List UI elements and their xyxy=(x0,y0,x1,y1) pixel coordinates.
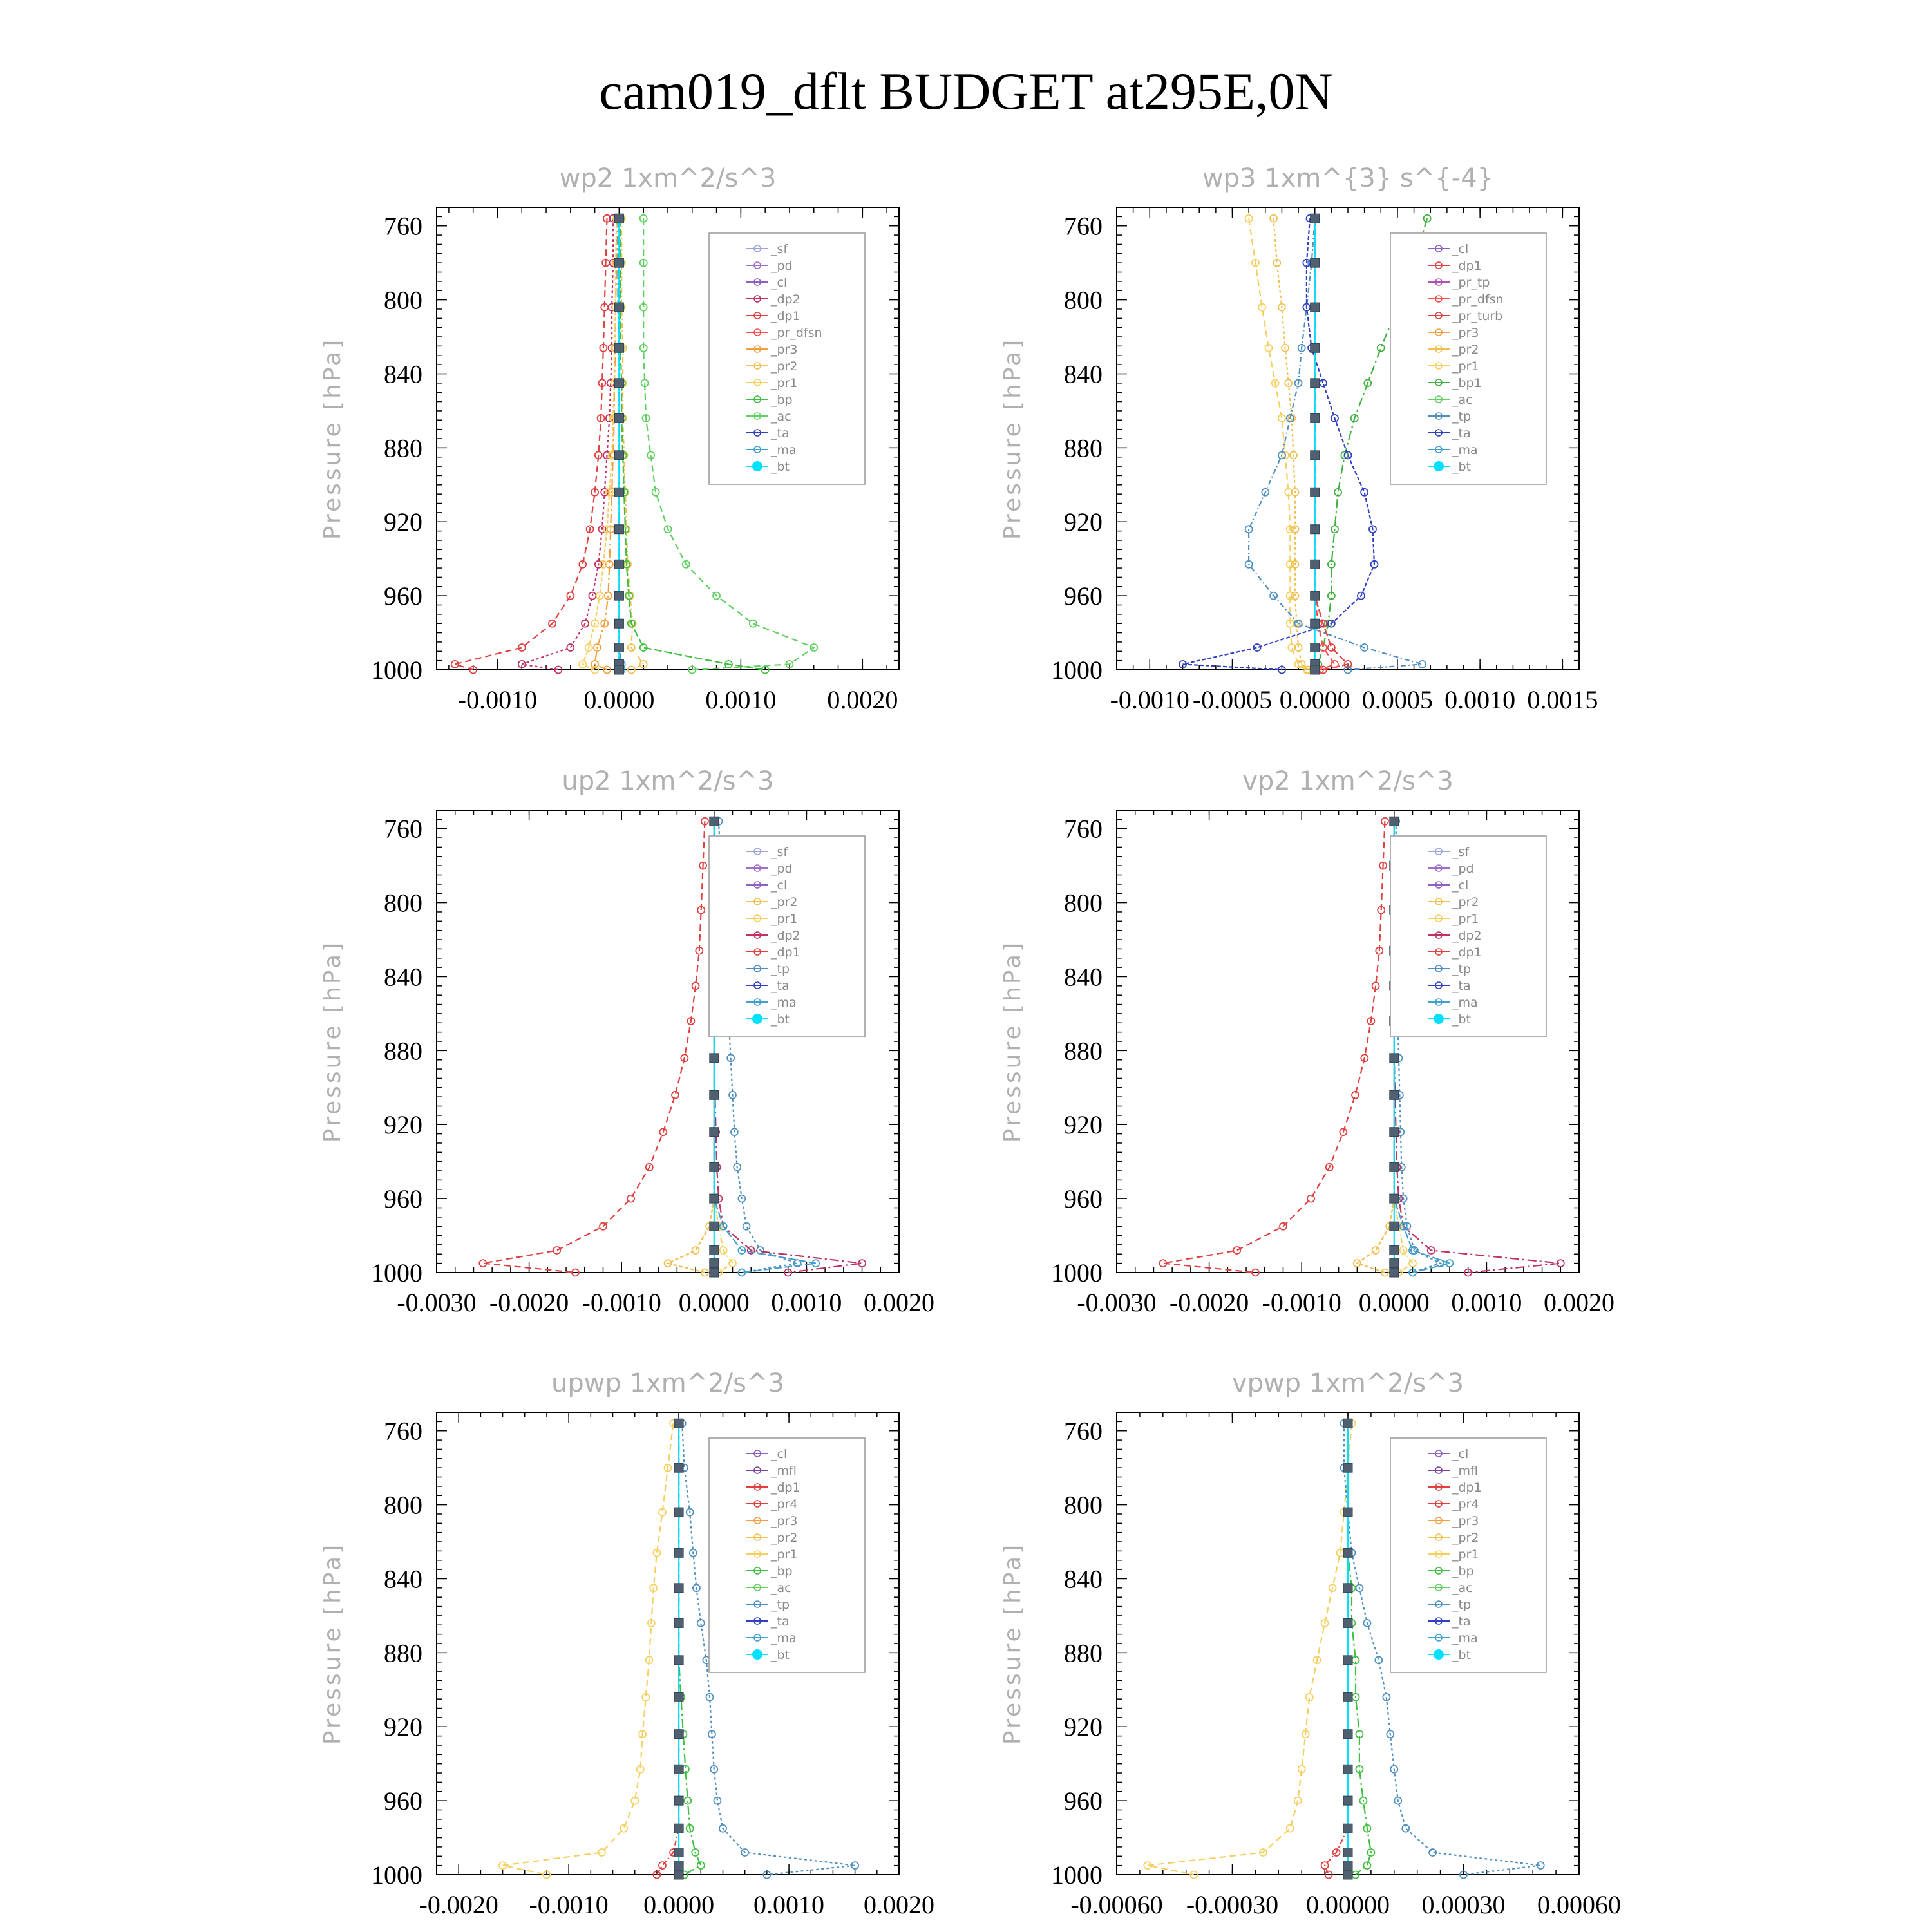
data-point_bt xyxy=(1343,1692,1352,1701)
series-line_ta xyxy=(1183,218,1374,670)
legend-label: _bt xyxy=(771,1648,790,1662)
legend-label: _bt xyxy=(1452,1648,1472,1662)
data-point_bt xyxy=(1311,643,1320,652)
legend-label: _pr_turb xyxy=(1452,309,1503,323)
y-axis-label: Pressure [hPa] xyxy=(999,940,1026,1143)
y-axis-label: Pressure [hPa] xyxy=(319,940,346,1143)
data-point_bt xyxy=(674,1870,683,1879)
legend-label: _pr_dfsn xyxy=(771,326,822,340)
y-tick-label: 960 xyxy=(384,1786,422,1816)
data-point_bt xyxy=(710,1054,719,1063)
data-point_bt xyxy=(710,1194,719,1203)
data-point_bt xyxy=(614,591,623,600)
y-tick-label: 960 xyxy=(1064,582,1103,611)
x-tick-label: 0.00000 xyxy=(1306,1890,1390,1919)
x-tick-label: 0.0000 xyxy=(643,1890,715,1919)
data-point_bt xyxy=(1343,1861,1352,1870)
data-point_bt xyxy=(674,1656,683,1665)
legend-label: _ac xyxy=(771,410,791,424)
series-line_pr1 xyxy=(503,1423,674,1875)
series-line_dp1 xyxy=(455,218,607,670)
data-point_bt xyxy=(674,1508,683,1517)
data-point_bt xyxy=(614,451,623,460)
data-point_bt xyxy=(710,1162,719,1171)
series-line_pr1 xyxy=(1148,1423,1352,1875)
y-tick-label: 800 xyxy=(1064,1490,1103,1520)
data-point_pr2 xyxy=(692,1247,699,1254)
x-tick-label: -0.0020 xyxy=(1169,1288,1249,1317)
legend-label: _sf xyxy=(1452,845,1470,859)
data-point_bt xyxy=(1390,1162,1399,1171)
x-tick-label: -0.0010 xyxy=(529,1890,609,1919)
legend-marker xyxy=(1434,1649,1444,1660)
data-point_tp xyxy=(1245,526,1253,533)
data-point_pr4 xyxy=(659,1862,666,1869)
y-axis-label: Pressure [hPa] xyxy=(319,337,346,540)
y-tick-label: 880 xyxy=(384,1036,422,1066)
data-point_bt xyxy=(1390,1090,1399,1099)
legend-label: _pr2 xyxy=(771,895,798,909)
data-point_bt xyxy=(1343,1824,1352,1833)
legend-label: _dp2 xyxy=(1452,929,1482,943)
data-point_bt xyxy=(710,817,719,826)
data-point_bt xyxy=(1343,1870,1352,1879)
data-point_bt xyxy=(710,1268,719,1277)
data-point_bt xyxy=(614,379,623,388)
y-tick-label: 960 xyxy=(384,1184,422,1214)
panel-title: wp3 1xm^{3} s^{-4} xyxy=(1202,164,1494,193)
data-point_bt xyxy=(674,1796,683,1805)
y-tick-label: 800 xyxy=(384,1490,422,1520)
y-tick-label: 1000 xyxy=(1051,656,1103,685)
y-tick-label: 840 xyxy=(384,359,422,389)
legend-label: _pr1 xyxy=(1452,912,1479,926)
y-tick-label: 880 xyxy=(1064,1036,1103,1066)
series-line_dp1 xyxy=(1163,821,1385,1273)
data-point_pr1 xyxy=(1409,1260,1416,1267)
data-point_bp xyxy=(697,1862,705,1869)
legend-label: _ac xyxy=(771,1581,791,1595)
legend-label: _ta xyxy=(771,426,790,440)
legend-label: _ma xyxy=(771,1631,797,1645)
y-tick-label: 800 xyxy=(1064,285,1103,315)
data-point_bt xyxy=(674,1419,683,1428)
data-point_bt xyxy=(674,1730,683,1739)
data-point_bt xyxy=(1311,488,1320,497)
y-tick-label: 760 xyxy=(384,211,422,241)
legend-label: _pr3 xyxy=(1452,1514,1479,1528)
legend-label: _pr4 xyxy=(771,1497,798,1511)
series-line_dp1 xyxy=(483,821,705,1273)
legend-label: _bp xyxy=(771,393,793,407)
data-point_bt xyxy=(674,1765,683,1774)
legend-label: _ac xyxy=(1452,393,1473,407)
legend-label: _ta xyxy=(771,979,790,993)
legend-label: _pr4 xyxy=(1452,1497,1479,1511)
y-tick-label: 760 xyxy=(1064,1416,1103,1446)
series-line_pr2 xyxy=(668,821,714,1273)
legend-label: _dp1 xyxy=(771,945,800,960)
legend-label: _bp1 xyxy=(1452,376,1482,390)
series-line_pr_dfsn xyxy=(1315,218,1335,670)
legend-label: _pr3 xyxy=(771,343,798,357)
data-point_bt xyxy=(1343,1419,1352,1428)
x-tick-label: 0.0005 xyxy=(1361,685,1433,714)
legend-label: _sf xyxy=(771,242,788,256)
data-point_bt xyxy=(1343,1848,1352,1857)
legend-label: _pr3 xyxy=(1452,326,1479,340)
data-point_bt xyxy=(1390,1054,1399,1063)
data-point_bt xyxy=(1390,1259,1399,1268)
data-point_bt xyxy=(674,1548,683,1557)
legend-label: _ta xyxy=(1452,1615,1471,1629)
y-tick-label: 760 xyxy=(384,814,422,844)
y-tick-label: 1000 xyxy=(371,656,422,685)
series-line_bp xyxy=(1348,1423,1371,1875)
legend-label: _bt xyxy=(1452,1012,1472,1027)
data-point_bt xyxy=(674,1463,683,1472)
y-tick-label: 840 xyxy=(1064,962,1103,992)
x-tick-label: 0.0010 xyxy=(1451,1288,1522,1317)
data-point_dp1 xyxy=(1233,1247,1240,1254)
legend-label: _dp1 xyxy=(1452,259,1482,273)
data-point_ac xyxy=(750,620,757,627)
data-point_bt xyxy=(1390,1268,1399,1277)
legend-label: _tp xyxy=(1452,962,1472,976)
y-axis-label: Pressure [hPa] xyxy=(999,1542,1026,1745)
y-tick-label: 920 xyxy=(1064,1712,1103,1742)
data-point_bt xyxy=(710,1222,719,1231)
data-point_bt xyxy=(614,343,623,352)
data-point_bt xyxy=(1343,1730,1352,1739)
legend-label: _tp xyxy=(771,1598,790,1612)
data-point_pr2 xyxy=(1372,1247,1379,1254)
data-point_bt xyxy=(710,1090,719,1099)
data-point_bt xyxy=(1311,619,1320,628)
legend-label: _ma xyxy=(771,996,797,1010)
data-point_dp1 xyxy=(1328,644,1335,651)
legend-label: _ta xyxy=(771,1615,790,1629)
x-tick-label: 0.0010 xyxy=(705,685,777,714)
legend-label: _dp2 xyxy=(771,929,800,943)
panel-title: wp2 1xm^2/s^3 xyxy=(559,164,777,193)
y-tick-label: 800 xyxy=(384,888,422,918)
x-tick-label: 0.00060 xyxy=(1537,1890,1621,1919)
series-line_pr2 xyxy=(1274,218,1309,670)
panel-5 xyxy=(999,1368,1621,1919)
x-tick-label: 0.0000 xyxy=(1358,1288,1430,1317)
data-point_bp1 xyxy=(1378,345,1385,352)
legend-label: _pr1 xyxy=(771,912,798,926)
legend-label: _pd xyxy=(771,862,793,876)
x-tick-label: -0.00060 xyxy=(1070,1890,1163,1919)
data-point_bt xyxy=(1311,525,1320,534)
data-point_bt xyxy=(614,303,623,312)
legend-label: _pr1 xyxy=(1452,1548,1479,1562)
x-tick-label: -0.0005 xyxy=(1192,685,1273,714)
series-line_pr4 xyxy=(657,1423,679,1875)
legend-label: _bp xyxy=(1452,1564,1474,1578)
legend-label: _dp1 xyxy=(1452,945,1482,960)
legend-label: _cl xyxy=(771,276,788,290)
y-tick-label: 840 xyxy=(1064,1564,1103,1594)
data-point_bt xyxy=(614,560,623,569)
legend-label: _tp xyxy=(771,962,790,976)
data-point_bt xyxy=(1311,214,1320,223)
data-point_dp1 xyxy=(567,592,574,600)
y-tick-label: 880 xyxy=(384,433,422,463)
x-tick-label: 0.0010 xyxy=(771,1288,842,1317)
y-tick-label: 880 xyxy=(1064,433,1103,463)
y-tick-label: 960 xyxy=(384,582,422,611)
legend-label: _cl xyxy=(1452,878,1469,893)
data-point_bt xyxy=(674,1861,683,1870)
y-tick-label: 920 xyxy=(384,1712,422,1742)
data-point_bt xyxy=(1343,1656,1352,1665)
x-tick-label: -0.0010 xyxy=(457,685,538,714)
panel-2 xyxy=(319,766,934,1317)
data-point_bt xyxy=(1343,1463,1352,1472)
data-point_bt xyxy=(1311,560,1320,569)
data-point_bt xyxy=(1311,258,1320,267)
panel-title: vp2 1xm^2/s^3 xyxy=(1242,766,1454,796)
data-point_bt xyxy=(674,1848,683,1857)
panel-3 xyxy=(999,766,1615,1317)
legend-label: _pd xyxy=(771,259,793,273)
x-tick-label: 0.0000 xyxy=(1279,685,1350,714)
x-tick-label: 0.0000 xyxy=(583,685,655,714)
legend-label: _cl xyxy=(771,878,788,893)
legend-label: _cl xyxy=(1452,1447,1469,1461)
y-tick-label: 880 xyxy=(384,1638,422,1668)
legend-marker xyxy=(752,461,762,471)
data-point_ta xyxy=(1320,379,1327,386)
y-tick-label: 1000 xyxy=(371,1861,422,1889)
legend-marker xyxy=(752,1014,762,1024)
series-line_pr2 xyxy=(1357,821,1394,1273)
y-tick-label: 920 xyxy=(384,1110,422,1140)
panel-0 xyxy=(319,164,899,714)
legend-label: _mfl xyxy=(1452,1464,1478,1478)
y-tick-label: 840 xyxy=(384,962,422,992)
data-point_bt xyxy=(1311,591,1320,600)
data-point_bt xyxy=(1343,1796,1352,1805)
y-tick-label: 1000 xyxy=(371,1258,422,1287)
y-tick-label: 800 xyxy=(384,285,422,315)
legend-label: _pr1 xyxy=(1452,359,1479,374)
y-tick-label: 920 xyxy=(384,507,422,537)
panel-title: upwp 1xm^2/s^3 xyxy=(551,1368,784,1398)
legend-label: _dp1 xyxy=(771,309,800,323)
legend-label: _sf xyxy=(771,845,788,859)
x-tick-label: 0.0020 xyxy=(1544,1288,1615,1317)
legend-label: _pr3 xyxy=(771,1514,798,1528)
data-point_bt xyxy=(614,413,623,422)
series-line_bp xyxy=(679,1423,701,1875)
x-tick-label: -0.0020 xyxy=(419,1890,498,1919)
data-point_bt xyxy=(1390,1222,1399,1231)
x-tick-label: 0.0020 xyxy=(864,1890,934,1919)
legend-label: _dp2 xyxy=(771,292,800,307)
x-tick-label: 0.0020 xyxy=(864,1288,934,1317)
data-point_pr1 xyxy=(620,1825,627,1832)
data-point_bt xyxy=(1390,1246,1399,1255)
x-tick-label: 0.0010 xyxy=(1444,685,1516,714)
series-line_pr2 xyxy=(621,218,643,670)
x-tick-label: 0.0015 xyxy=(1527,685,1598,714)
legend-label: _ma xyxy=(771,443,797,457)
data-point_bt xyxy=(614,525,623,534)
legend-label: _pr_dfsn xyxy=(1452,292,1504,307)
legend-label: _tp xyxy=(1452,1598,1472,1612)
panel-title: vpwp 1xm^2/s^3 xyxy=(1231,1368,1464,1398)
data-point_bt xyxy=(1311,451,1320,460)
data-point_pr1 xyxy=(1288,644,1295,651)
y-tick-label: 840 xyxy=(384,1564,422,1594)
data-point_bt xyxy=(1343,1618,1352,1627)
legend-label: _dp1 xyxy=(1452,1481,1482,1495)
x-tick-label: 0.0000 xyxy=(678,1288,750,1317)
data-point_bt xyxy=(1311,303,1320,312)
data-point_pr1 xyxy=(729,1260,736,1267)
legend-label: _bt xyxy=(771,1012,790,1027)
data-point_dp1 xyxy=(627,1195,634,1202)
data-point_bt xyxy=(1343,1765,1352,1774)
data-point_bt xyxy=(1311,413,1320,422)
x-tick-label: 0.0020 xyxy=(827,685,898,714)
series-line_pr1 xyxy=(583,218,617,670)
x-tick-label: -0.0020 xyxy=(489,1288,569,1317)
legend-label: _bt xyxy=(771,460,790,474)
x-tick-label: -0.00030 xyxy=(1186,1890,1279,1919)
legend-label: _mfl xyxy=(771,1464,797,1478)
legend-label: _bt xyxy=(1452,460,1472,474)
data-point_bt xyxy=(1311,665,1320,674)
legend-label: _pd xyxy=(1452,862,1474,876)
panel-1 xyxy=(999,164,1598,714)
data-point_dp1 xyxy=(553,1247,560,1254)
y-axis-label: Pressure [hPa] xyxy=(319,1542,346,1745)
data-point_bt xyxy=(1311,343,1320,352)
data-point_bt xyxy=(614,214,623,223)
legend-label: _pr2 xyxy=(1452,343,1479,357)
series-line_dp1 xyxy=(1315,218,1348,670)
data-point_bt xyxy=(710,1259,719,1268)
series-line_pr4 xyxy=(1325,1423,1348,1875)
legend-label: _pr1 xyxy=(771,376,798,390)
data-point_ma xyxy=(1446,1260,1453,1267)
legend-label: _pr2 xyxy=(1452,1531,1479,1545)
series-line_pr1 xyxy=(1249,218,1307,670)
legend-label: _cl xyxy=(1452,242,1469,256)
y-tick-label: 760 xyxy=(1064,211,1103,241)
legend-label: _pr1 xyxy=(771,1548,798,1562)
data-point_bt xyxy=(674,1824,683,1833)
legend-label: _tp xyxy=(1452,410,1472,424)
panel-title: up2 1xm^2/s^3 xyxy=(562,766,774,796)
y-tick-label: 840 xyxy=(1064,359,1103,389)
legend-label: _pr2 xyxy=(771,1531,798,1545)
legend-label: _cl xyxy=(771,1447,788,1461)
data-point_bt xyxy=(674,1692,683,1701)
data-point_bt xyxy=(674,1584,683,1593)
data-point_bt xyxy=(614,619,623,628)
y-tick-label: 960 xyxy=(1064,1184,1103,1214)
data-point_bt xyxy=(674,1618,683,1627)
y-tick-label: 880 xyxy=(1064,1638,1103,1668)
y-tick-label: 760 xyxy=(1064,814,1103,844)
legend-label: _ta xyxy=(1452,426,1471,440)
legend-label: _ma xyxy=(1452,1631,1478,1645)
data-point_bt xyxy=(614,665,623,674)
legend-label: _ta xyxy=(1452,979,1471,993)
legend-label: _pr2 xyxy=(1452,895,1479,909)
legend-label: _pr_tp xyxy=(1452,276,1490,290)
data-point_bt xyxy=(614,258,623,267)
x-tick-label: -0.0010 xyxy=(1262,1288,1341,1317)
legend-label: _bp xyxy=(771,1564,793,1578)
y-tick-label: 760 xyxy=(384,1416,422,1446)
legend-marker xyxy=(1434,461,1444,471)
x-tick-label: 0.0010 xyxy=(753,1890,825,1919)
x-tick-label: -0.0010 xyxy=(582,1288,661,1317)
y-axis-label: Pressure [hPa] xyxy=(999,337,1026,540)
data-point_dp1 xyxy=(1307,1195,1314,1202)
x-tick-label: -0.0010 xyxy=(1110,685,1189,714)
y-tick-label: 920 xyxy=(1064,507,1103,537)
x-tick-label: 0.00030 xyxy=(1421,1890,1506,1919)
data-point_bt xyxy=(1343,1584,1352,1593)
data-point_bt xyxy=(614,643,623,652)
data-point_bt xyxy=(1390,1194,1399,1203)
y-tick-label: 1000 xyxy=(1051,1258,1103,1287)
legend-marker xyxy=(752,1649,762,1660)
data-point_bt xyxy=(710,1246,719,1255)
legend-marker xyxy=(1434,1014,1444,1024)
legend-label: _dp1 xyxy=(771,1481,800,1495)
panel-4 xyxy=(319,1368,934,1919)
data-point_bt xyxy=(1311,379,1320,388)
x-tick-label: -0.0030 xyxy=(397,1288,477,1317)
series-line_dp2 xyxy=(522,218,613,670)
legend-label: _ac xyxy=(1452,1581,1473,1595)
y-tick-label: 1000 xyxy=(1051,1861,1103,1889)
data-point_bt xyxy=(1343,1508,1352,1517)
data-point_bt xyxy=(614,488,623,497)
y-tick-label: 920 xyxy=(1064,1110,1103,1140)
y-tick-label: 960 xyxy=(1064,1786,1103,1816)
data-point_bt xyxy=(1343,1548,1352,1557)
legend-label: _ma xyxy=(1452,443,1478,457)
x-tick-label: -0.0030 xyxy=(1077,1288,1157,1317)
data-point_bt xyxy=(710,1128,719,1137)
legend-label: _pr2 xyxy=(771,359,798,374)
figure-title: cam019_dflt BUDGET at295E,0N xyxy=(599,62,1333,120)
data-point_bt xyxy=(1390,817,1399,826)
y-tick-label: 800 xyxy=(1064,888,1103,918)
legend-label: _ma xyxy=(1452,996,1478,1010)
data-point_bt xyxy=(1390,1128,1399,1137)
